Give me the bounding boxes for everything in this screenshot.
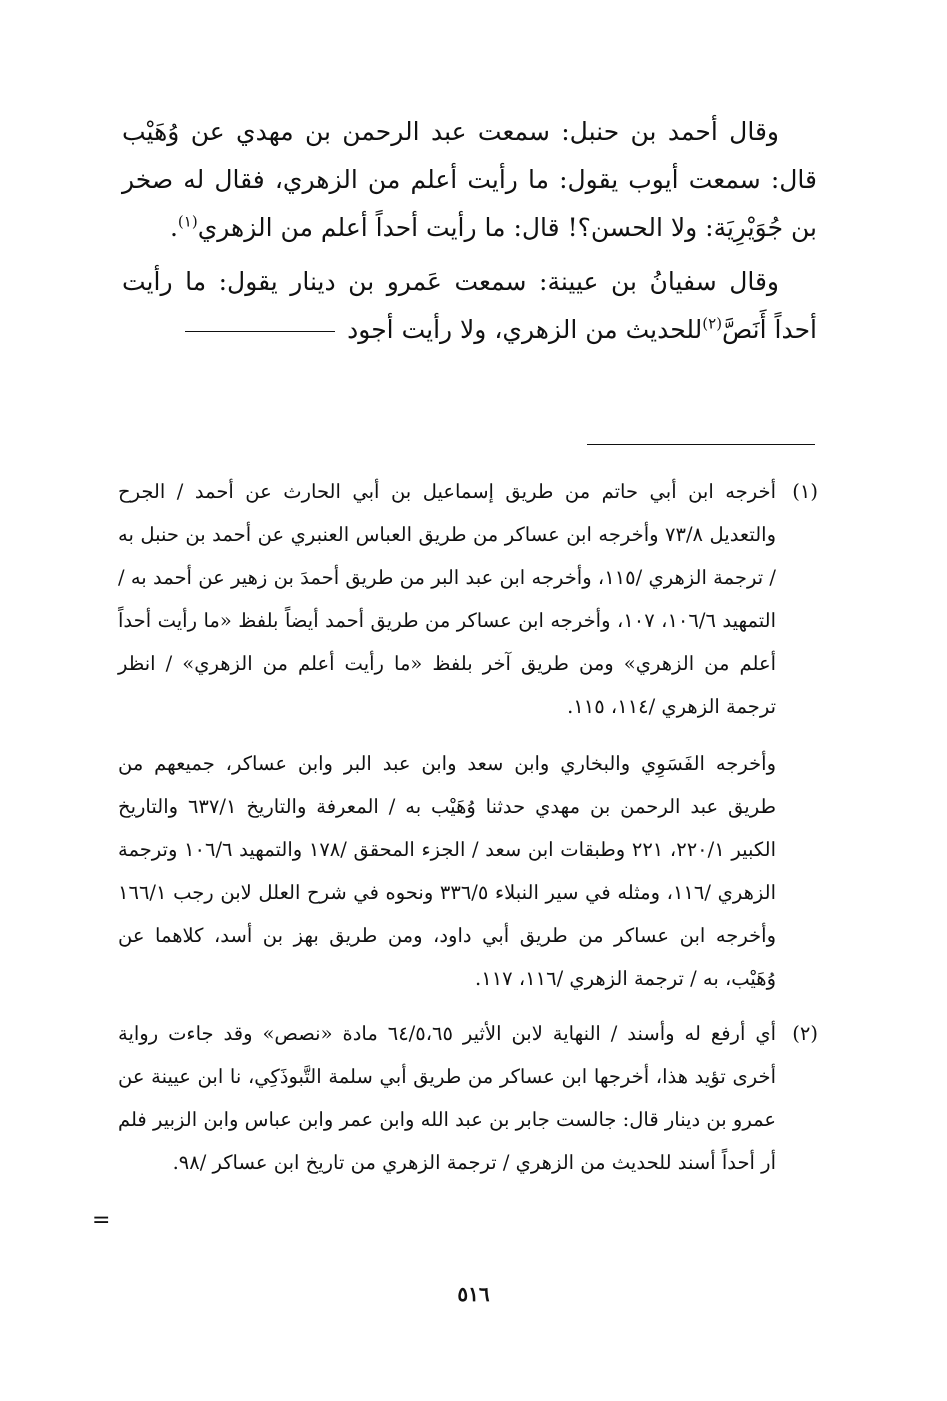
footnote-2-number: (٢) xyxy=(792,1022,818,1045)
footnotes xyxy=(118,470,818,1184)
footnote-1-paragraph-2: وأخرجه الفَسَوِي والبخاري وابن سعد وابن عبد البر وابن عساكر، جميعهم من طريق عبد الرحمن بن مهدي حدثنا وُهَيْب به / المعرفة والتاريخ ٦٣٧/١ والتاريخ الكبير ٢٢٠/١، ٢٢١ وطبقات ابن سعد / الجزء المحقق /١٧٨ والتمهيد ١٠٦/٦ وترجمة الزهري /١١٦، ومثله في سير النبلاء ٣٣٦/٥ ونحوه في شرح العلل لابن رجب ١٦٦/١ وأخرجه ابن عساكر من طريق أبي داود، ومن طريق بهز بن أسد، كلاهما عن وُهَيْب، به / ترجمة الزهري /١١٦، ١١٧. xyxy=(118,752,776,990)
main-paragraph-1 xyxy=(122,108,817,252)
footnote-ref-1: (١) xyxy=(177,212,198,231)
footnote-separator xyxy=(587,444,815,445)
page-number: ٥١٦ xyxy=(457,1282,490,1306)
main-text xyxy=(122,108,817,360)
footnote-1-paragraph-1: أخرجه ابن أبي حاتم من طريق إسماعيل بن أبي الحارث عن أحمد / الجرح والتعديل ٧٣/٨ وأخرجه ابن عساكر من طريق العباس العنبري عن أحمد بن حنبل به / ترجمة الزهري /١١٥، وأخرجه ابن عبد البر من طريق أحمدَ بن زهير عن أحمد به / التمهيد ١٠٦/٦، ١٠٧، وأخرجه ابن عساكر من طريق أحمد أيضاً بلفظ «ما رأيت أحداً أعلم من الزهري» ومن طريق آخر بلفظ «ما رأيت أعلم من الزهري» / انظر ترجمة الزهري /١١٤، ١١٥. xyxy=(118,480,777,718)
continuation-line xyxy=(185,331,335,332)
main-paragraph-2 xyxy=(122,258,817,354)
footnote-1 xyxy=(118,470,818,1000)
footnote-2-body xyxy=(118,1012,776,1184)
footnote-2 xyxy=(118,1012,818,1184)
main-paragraph-1-text: وقال أحمد بن حنبل: سمعت عبد الرحمن بن مهدي عن وُهَيْب قال: سمعت أيوب يقول: ما رأيت أعلم من الزهري، فقال له صخر بن جُوَيْرِيَة: ولا الحسن؟! قال: ما رأيت أحداً أعلم من الزهري xyxy=(122,117,817,242)
main-paragraph-2-text: وقال سفيانُ بن عيينة: سمعت عَمرو بن دينار يقول: ما رأيت أحداً أَنَصَّ xyxy=(122,267,817,344)
footnote-1-body xyxy=(118,470,776,1000)
footnote-ref-2: (٢) xyxy=(702,314,723,333)
footnote-2-paragraph-1: أي أرفع له وأسند / النهاية لابن الأثير ٦٤/٥،٦٥ مادة «نصص» وقد جاءت رواية أخرى تؤيد هذا، أخرجها ابن عساكر من طريق أبي سلمة التَّبوذَكِي، نا ابن عيينة عن عمرو بن دينار قال: جالست جابر بن عبد الله وابن عمر وابن عباس وابن الزبير فلم أر أحداً أسند للحديث من الزهري / ترجمة الزهري من تاريخ ابن عساكر /٩٨. xyxy=(118,1022,777,1174)
main-paragraph-2-tail: للحديث من الزهري، ولا رأيت أجود xyxy=(347,315,703,344)
continuation-mark: = xyxy=(92,1208,111,1233)
footnote-1-number: (١) xyxy=(792,480,818,503)
main-paragraph-1-tail: . xyxy=(169,213,178,242)
